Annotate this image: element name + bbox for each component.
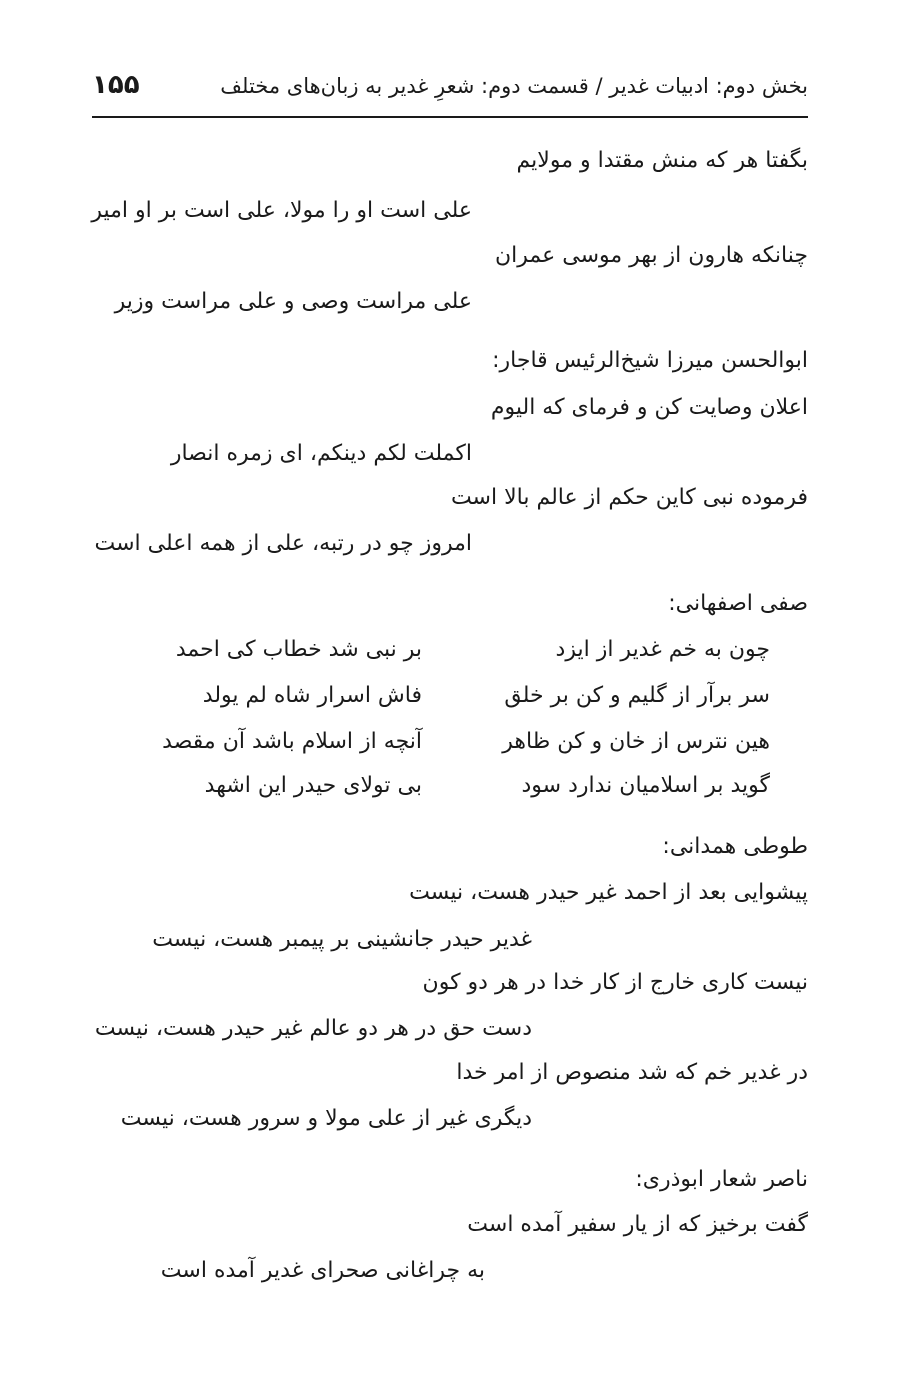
running-header: بخش دوم: ادبیات غدیر / قسمت دوم: شعرِ غدیر به زبان‌های مختلف bbox=[220, 74, 808, 98]
verse-line: غدیر حیدر جانشینی بر پیمبر هست، نیست bbox=[152, 927, 532, 952]
hemistich-left: فاش اسرار شاه لم یولد bbox=[202, 683, 422, 708]
hemistich-left: بی تولای حیدر این اشهد bbox=[204, 773, 422, 798]
verse-line: اعلان وصایت کن و فرمای که الیوم bbox=[490, 395, 808, 420]
verse-line: گفت برخیز که از یار سفیر آمده است bbox=[467, 1212, 808, 1237]
verse-line: پیشوایی بعد از احمد غیر حیدر هست، نیست bbox=[409, 880, 808, 905]
verse-line: نیست کاری خارج از کار خدا در هر دو کون bbox=[422, 970, 808, 995]
verse-line: علی مراست وصی و علی مراست وزیر bbox=[114, 289, 472, 314]
verse-line: به چراغانی صحرای غدیر آمده است bbox=[160, 1258, 485, 1283]
hemistich-left: بر نبی شد خطاب کی احمد bbox=[175, 637, 422, 662]
poet-name: طوطی همدانی: bbox=[662, 834, 808, 859]
verse-line: در غدیر خم که شد منصوص از امر خدا bbox=[456, 1060, 808, 1085]
hemistich-right: هین نترس از خان و کن ظاهر bbox=[502, 729, 770, 754]
poet-name: صفی اصفهانی: bbox=[668, 591, 808, 616]
verse-line: فرموده نبی کاین حکم از عالم بالا است bbox=[450, 485, 808, 510]
header-rule bbox=[92, 116, 808, 118]
hemistich-right: چون به خم غدیر از ایزد bbox=[555, 637, 770, 662]
verse-line: امروز چو در رتبه، علی از همه اعلی است bbox=[94, 531, 472, 556]
hemistich-left: آنچه از اسلام باشد آن مقصد bbox=[162, 729, 422, 754]
hemistich-right: گوید بر اسلامیان ندارد سود bbox=[521, 773, 770, 798]
verse-line: بگفتا هر که منش مقتدا و مولایم bbox=[516, 148, 808, 173]
verse-line: دست حق در هر دو عالم غیر حیدر هست، نیست bbox=[94, 1016, 532, 1041]
verse-line: علی است او را مولا، علی است بر او امیر bbox=[91, 198, 472, 223]
poet-name: ناصر شعار ابوذری: bbox=[635, 1167, 808, 1192]
hemistich-right: سر برآر از گلیم و کن بر خلق bbox=[504, 683, 770, 708]
verse-line: اکملت لکم دینکم، ای زمره انصار bbox=[170, 441, 472, 466]
verse-line: دیگری غیر از علی مولا و سرور هست، نیست bbox=[120, 1106, 532, 1131]
poet-name: ابوالحسن میرزا شیخ‌الرئیس قاجار: bbox=[492, 348, 808, 373]
verse-line: چنانکه هارون از بهر موسی عمران bbox=[495, 243, 808, 268]
page-number: ۱۵۵ bbox=[92, 70, 140, 100]
